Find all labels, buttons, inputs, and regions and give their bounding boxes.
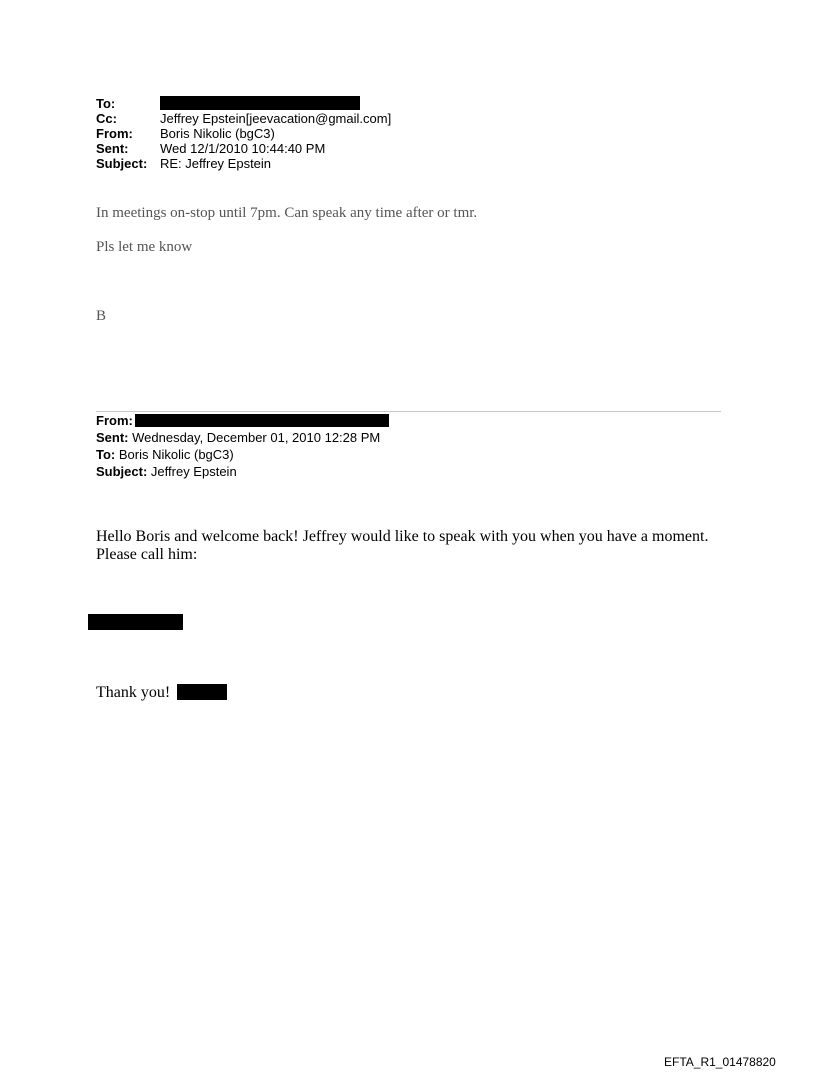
subject-value: RE: Jeffrey Epstein: [160, 156, 272, 171]
original-line-2: Please call him:: [96, 546, 198, 563]
sent-row: [96, 141, 391, 156]
reply-line-1: In meetings on-stop until 7pm. Can speak any time after or tmr.: [96, 205, 478, 221]
to-value: [160, 96, 360, 111]
fwd-from-label: From:: [96, 413, 133, 428]
thanks-text: Thank you!: [96, 684, 171, 701]
fwd-subject-row: [96, 463, 389, 480]
redaction-bar: [135, 414, 389, 427]
fwd-sent-label: Sent:: [96, 430, 129, 445]
to-row: [96, 96, 391, 111]
to-label: To:: [96, 96, 116, 111]
document-id: EFTA_R1_01478820: [664, 1055, 776, 1069]
fwd-to-value: Boris Nikolic (bgC3): [118, 447, 234, 462]
cc-row: [96, 111, 391, 126]
sent-label: Sent:: [96, 141, 129, 156]
reply-signoff: B: [96, 308, 107, 324]
from-label: From:: [96, 126, 133, 141]
fwd-subject-value: Jeffrey Epstein: [150, 464, 237, 479]
cc-value: Jeffrey Epstein[jeevacation@gmail.com]: [160, 111, 392, 126]
original-line-1: Hello Boris and welcome back! Jeffrey would like to speak with you when you have a moment.: [96, 528, 709, 545]
from-row: [96, 126, 391, 141]
sent-value: Wed 12/1/2010 10:44:40 PM: [160, 141, 326, 156]
reply-line-2: Pls let me know: [96, 239, 193, 255]
from-value: Boris Nikolic (bgC3): [160, 126, 275, 141]
fwd-from-row: [96, 412, 389, 429]
subject-row: [96, 156, 391, 171]
fwd-subject-label: Subject:: [96, 464, 148, 479]
redaction-bar: [88, 614, 183, 630]
forwarded-header: [96, 412, 389, 480]
thanks-line: [96, 684, 227, 702]
redaction-bar: [177, 684, 227, 700]
redaction-bar: [160, 96, 360, 110]
fwd-to-label: To:: [96, 447, 116, 462]
subject-label: Subject:: [96, 156, 148, 171]
fwd-to-row: [96, 446, 389, 463]
cc-label: Cc:: [96, 111, 117, 126]
fwd-sent-row: [96, 429, 389, 446]
email-header: [96, 96, 391, 171]
fwd-sent-value: Wednesday, December 01, 2010 12:28 PM: [132, 430, 381, 445]
